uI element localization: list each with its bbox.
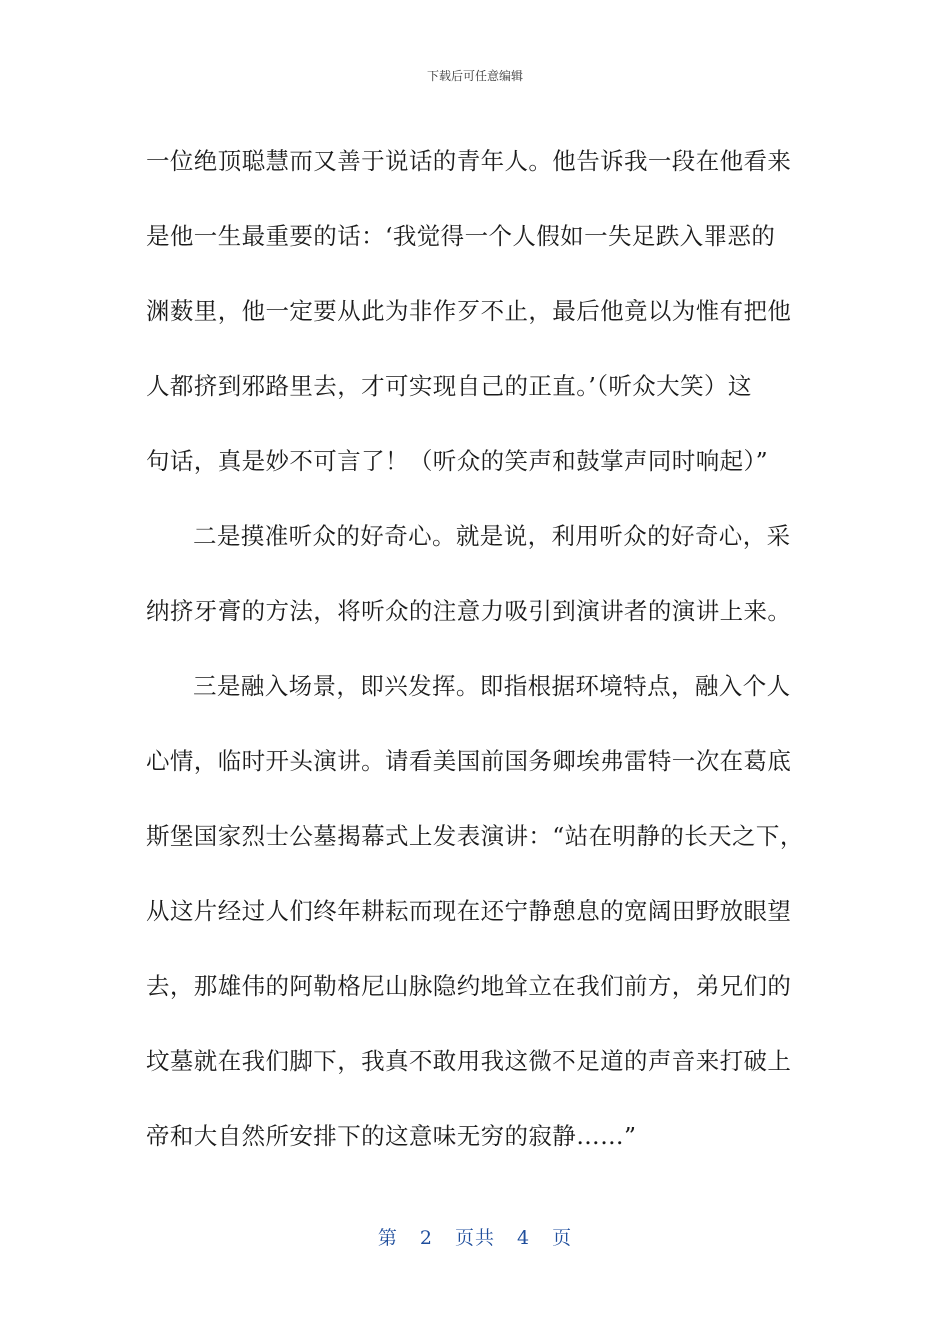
total-page-number: 4: [517, 1227, 531, 1249]
text-line: 坟墓就在我们脚下，我真不敢用我这微不足道的声音来打破上: [146, 1047, 792, 1075]
footer-middle: 页共: [454, 1227, 495, 1249]
text-line: 帝和大自然所安排下的这意味无穷的寂静……”: [146, 1122, 637, 1150]
text-line: 心情，临时开头演讲。请看美国前国务卿埃弗雷特一次在葛底: [146, 747, 792, 775]
paragraph: [146, 649, 806, 1174]
page-header: 下载后可任意编辑: [426, 69, 523, 83]
text-line: 句话，真是妙不可言了！（听众的笑声和鼓掌声同时响起）”: [146, 447, 769, 475]
footer-prefix: 第: [377, 1227, 398, 1249]
text-line: 二是摸准听众的好奇心。就是说，利用听众的好奇心，采: [193, 522, 791, 550]
text-line: 三是融入场景，即兴发挥。即指根据环境特点，融入个人: [193, 672, 791, 700]
text-line: 斯堡国家烈士公墓揭幕式上发表演讲：“站在明静的长天之下，: [146, 822, 804, 850]
text-line: 纳挤牙膏的方法，将听众的注意力吸引到演讲者的演讲上来。: [146, 597, 792, 625]
paragraph: [146, 499, 806, 649]
current-page-number: 2: [419, 1227, 433, 1249]
text-line: 是他一生最重要的话：‘我觉得一个人假如一失足跌入罪恶的: [146, 222, 776, 250]
document-body: [146, 124, 806, 1174]
text-line: 一位绝顶聪慧而又善于说话的青年人。他告诉我一段在他看来: [146, 147, 792, 175]
text-line: 去，那雄伟的阿勒格尼山脉隐约地耸立在我们前方，弟兄们的: [146, 972, 792, 1000]
text-line: 渊薮里，他一定要从此为非作歹不止，最后他竟以为惟有把他: [146, 297, 792, 325]
text-line: 从这片经过人们终年耕耘而现在还宁静憩息的宽阔田野放眼望: [146, 897, 792, 925]
text-line: 人都挤到邪路里去，才可实现自己的正直。’（听众大笑）这: [146, 372, 752, 400]
page-number-footer: [0, 1224, 950, 1252]
footer-suffix: 页: [552, 1227, 573, 1249]
paragraph: [146, 124, 806, 499]
